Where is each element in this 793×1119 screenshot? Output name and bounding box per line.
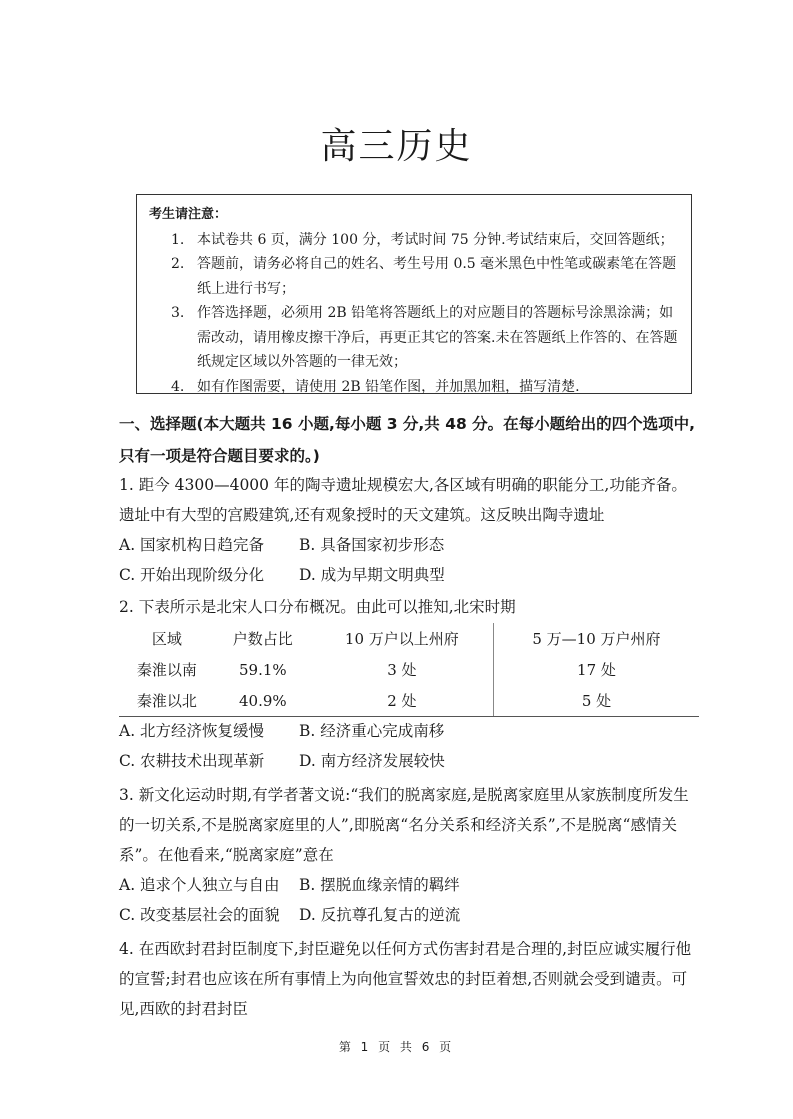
header-cell: 5 万—10 万户州府 bbox=[493, 623, 699, 654]
question-stem: 3. 新文化运动时期,有学者著文说:“我们的脱离家庭,是脱离家庭里从家族制度所发生的一切关系,不是脱离家庭里的人”,即脱离“名分关系和经济关系”,不是脱离“感情关系”。在他看来,“脱离家庭”意在 bbox=[119, 786, 689, 864]
notice-box bbox=[136, 194, 692, 394]
option-c: C. 农耕技术出现革新 bbox=[119, 752, 265, 770]
notice-heading: 考生请注意： bbox=[149, 207, 228, 222]
option-a: A. 北方经济恢复缓慢 bbox=[119, 722, 265, 740]
item-number: 1. bbox=[171, 231, 185, 248]
page-title: 高三历史 bbox=[320, 126, 473, 167]
table-cell: 40.9% bbox=[215, 685, 311, 717]
table-row bbox=[119, 685, 699, 717]
question-stem: 4. 在西欧封君封臣制度下,封臣避免以任何方式伤害封君是合理的,封臣应诚实履行他的宣誓;封君也应该在所有事情上为向他宣誓效忠的封臣着想,否则就会受到谴责。可见,西欧的封君封臣 bbox=[119, 940, 692, 1018]
notice-item bbox=[149, 301, 681, 375]
option-d: D. 成为早期文明典型 bbox=[299, 566, 445, 584]
question-2 bbox=[119, 592, 699, 622]
item-number: 2. bbox=[171, 256, 185, 272]
option-b: B. 具备国家初步形态 bbox=[299, 536, 445, 554]
option-b: B. 摆脱血缘亲情的羁绊 bbox=[299, 876, 460, 894]
header-cell: 区域 bbox=[151, 630, 182, 648]
option-a: A. 追求个人独立与自由 bbox=[119, 876, 280, 894]
question-1 bbox=[119, 470, 699, 590]
notice-item bbox=[149, 252, 681, 301]
notice-item bbox=[149, 375, 681, 400]
table-cell: 3 处 bbox=[387, 661, 417, 679]
option-c: C. 改变基层社会的面貌 bbox=[119, 906, 280, 924]
item-text: 本试卷共 6 页，满分 100 分，考试时间 75 分钟.考试结束后，交回答题纸； bbox=[197, 231, 674, 248]
question-stem: 1. 距今 4300—4000 年的陶寺遗址规模宏大,各区域有明确的职能分工,功能齐备。遗址中有大型的宫殿建筑,还有观象授时的天文建筑。这反映出陶寺遗址 bbox=[119, 476, 687, 524]
option-c: C. 开始出现阶级分化 bbox=[119, 566, 265, 584]
item-text: 如有作图需要，请使用 2B 铅笔作图，并加黑加粗，描写清楚. bbox=[197, 378, 580, 395]
table-cell: 秦淮以南 bbox=[136, 661, 197, 679]
table-row bbox=[119, 654, 699, 685]
option-b: B. 经济重心完成南移 bbox=[299, 722, 445, 740]
question-3 bbox=[119, 780, 699, 930]
item-number: 4. bbox=[171, 378, 185, 395]
question-2-options bbox=[119, 716, 699, 776]
header-cell: 10 万户以上州府 bbox=[344, 630, 459, 648]
header-cell: 户数占比 bbox=[232, 630, 293, 648]
table-cell: 17 处 bbox=[493, 654, 699, 685]
table-cell: 5 处 bbox=[493, 685, 699, 717]
section-heading: 一、选择题(本大题共 16 小题,每小题 3 分,共 48 分。在每小题给出的四个选项中,只有一项是符合题目要求的。) bbox=[119, 415, 696, 465]
item-text: 答题前，请务必将自己的姓名、考生号用 0.5 毫米黑色中性笔或碳素笔在答题纸上进行书写； bbox=[197, 256, 677, 297]
option-d: D. 反抗尊孔复古的逆流 bbox=[299, 906, 461, 924]
table-header-row bbox=[119, 623, 699, 654]
question-stem: 2. 下表所示是北宋人口分布概况。由此可以推知,北宋时期 bbox=[119, 598, 516, 616]
table-cell: 2 处 bbox=[311, 685, 494, 717]
table-cell: 59.1% bbox=[238, 660, 287, 679]
option-d: D. 南方经济发展较快 bbox=[299, 752, 445, 770]
item-number: 3. bbox=[171, 305, 185, 321]
question-4 bbox=[119, 934, 699, 1024]
item-text: 作答选择题，必须用 2B 铅笔将答题纸上的对应题目的答题标号涂黑涂满；如需改动，请用橡皮擦干净后，再更正其它的答案.未在答题纸上作答的、在答题纸规定区域以外答题的一律无效； bbox=[197, 305, 678, 370]
option-a: A. 国家机构日趋完备 bbox=[119, 536, 265, 554]
page-number: 第 1 页 共 6 页 bbox=[338, 1040, 455, 1054]
table-cell: 秦淮以北 bbox=[119, 685, 215, 717]
notice-item bbox=[149, 228, 681, 253]
population-table bbox=[119, 623, 699, 717]
